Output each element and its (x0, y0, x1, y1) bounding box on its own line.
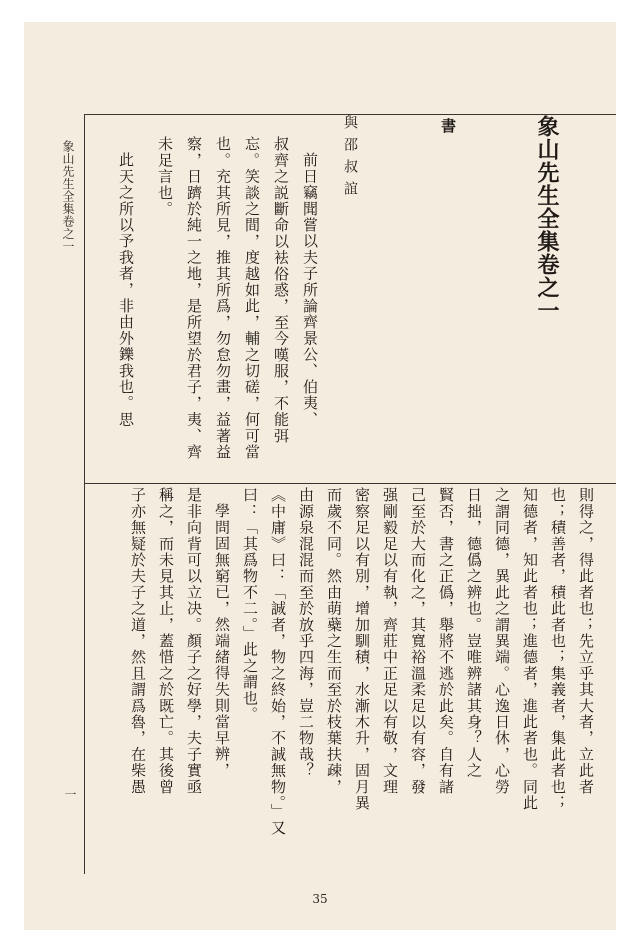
upper-column-6: 未足言也。 (156, 136, 174, 217)
upper-column-3: 忘。笑談之間，度越如此，輔之切磋，何可當 (243, 136, 261, 460)
lower-column-11: 由源泉混混而至於放乎四海，豈二物哉？ (297, 487, 315, 779)
lower-column-13: 曰：「其爲物不二。」此之謂也。 (241, 487, 259, 723)
lower-column-1: 則得之，得此者也；先立乎其大者，立此者 (577, 487, 595, 795)
lower-column-16: 稱之，而未見其止，蓋惜之於既亡。其後曾 (157, 487, 175, 795)
lower-column-2: 也；積善者，積此者也；集義者，集此者也； (549, 487, 567, 811)
margin-rule (84, 114, 85, 874)
lower-column-3: 知德者，知此者也；進德者，進此者也。同此 (521, 487, 539, 811)
folio-mark: 一 (63, 788, 77, 800)
lower-column-15: 是非向背可以立决。顏子之好學，夫子實亟 (185, 487, 203, 795)
lower-column-12: 《中庸》曰：「誠者，物之終始，不誠無物。」又 (269, 487, 287, 836)
lower-column-7: 己至於大而化之，其寬裕溫柔足以有容，發 (409, 487, 427, 795)
lower-column-8: 强剛毅足以有執，齊莊中正足以有敬，文理 (381, 487, 399, 795)
lower-column-14: 學問固無窮已，然端緒得失則當早辨， (213, 503, 231, 779)
upper-column-1: 前日竊聞嘗以夫子所論齊景公、伯夷、 (301, 152, 319, 428)
lower-column-9: 密察足以有別，增加馴積，水漸木升，固月異 (353, 487, 371, 811)
lower-column-5: 日拙，德僞之辨也。豈唯辨諸其身？人之 (465, 487, 483, 779)
lower-column-17: 子亦無疑於夫子之道，然且謂爲魯，在柴愚 (129, 487, 147, 795)
upper-column-2: 叔齊之説斷命以袪俗惑，至今嘆服，不能弭 (272, 136, 290, 444)
upper-column-7: 此天之所以予我者，非由外鑠我也。思 (117, 152, 135, 428)
mid-rule (84, 483, 616, 484)
page-title: 象山先生全集卷之一 (534, 115, 560, 322)
section-label: 書 (439, 118, 457, 133)
upper-column-5: 察，日躋於純一之地，是所望於君子，夷、齊 (185, 136, 203, 460)
letter-heading: 與邵叔誼 (342, 115, 358, 203)
lower-column-10: 而歲不同。然由萌蘗之生而至於枝葉扶疎， (325, 487, 343, 795)
running-head: 象山先生全集卷之一 (61, 140, 75, 253)
upper-column-4: 也。充其所見，推其所爲，勿怠勿畫，益著益 (214, 136, 232, 460)
lower-column-4: 之謂同德，異此之謂異端。心逸日休，心勞 (493, 487, 511, 795)
lower-column-6: 賢否，書之正僞，舉將不逃於此矣。自有諸 (437, 487, 455, 795)
page-number: 35 (312, 892, 328, 906)
